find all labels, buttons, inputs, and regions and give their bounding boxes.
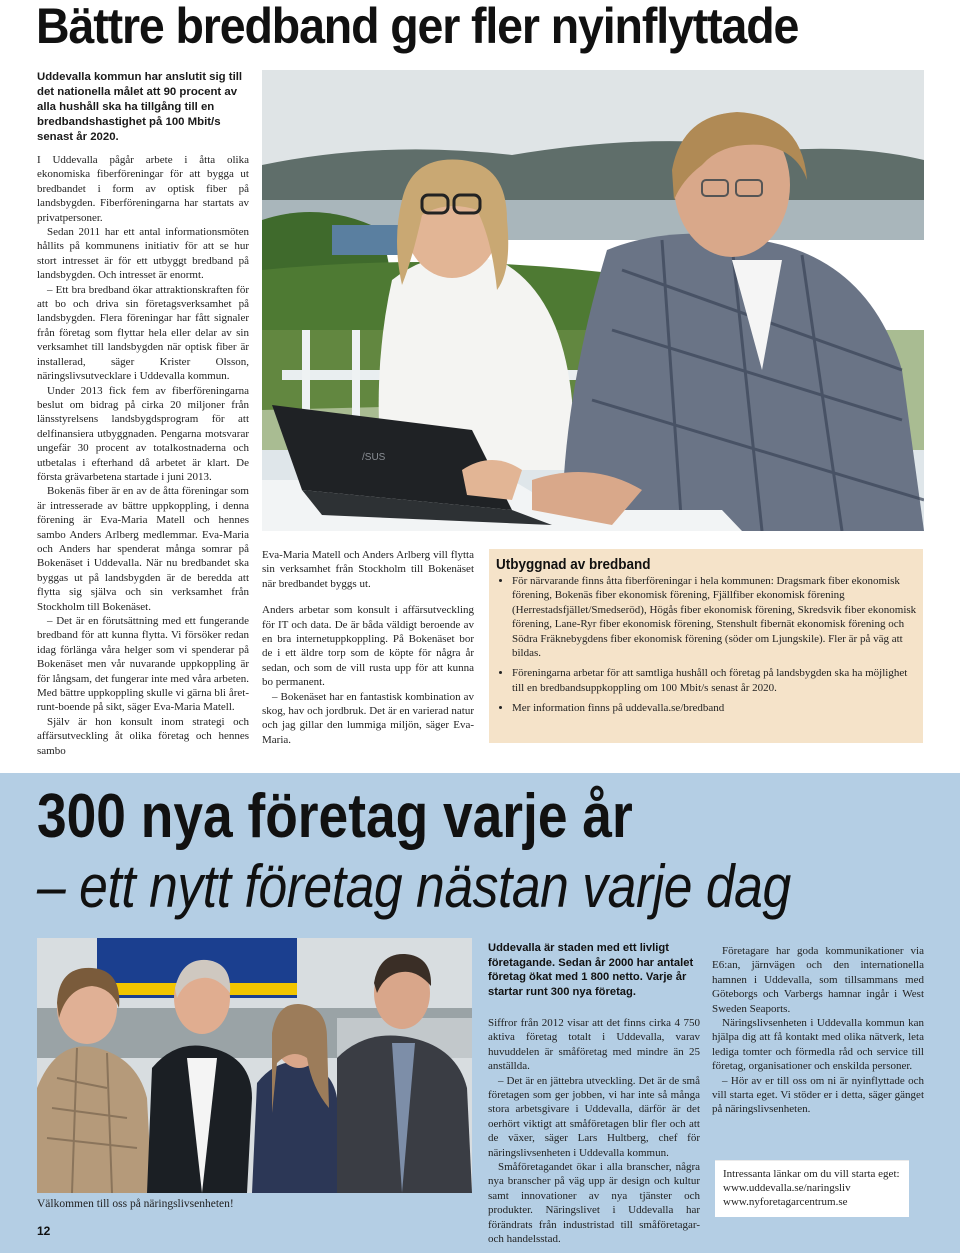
photo-caption-2: Välkommen till oss på näringslivsenheten! [37,1198,234,1210]
fact-box-item: • För närvarande finns åtta fiberföreningar i hela kommunen: Dragsmark fiber ekonomisk förening, Bokenäs fiber ekonomisk förening, Fjällfiber ekonomisk förening (Herrestadsfjället/Smedseröd), Högås fiber ekonomisk förening, Skredsvik fiber ekonomisk förening, Lane-Ryr fiber ekonomisk förening, Stenshult fibernät ekonomisk förening och Södra Fräknebygdens fiber ekonomisk förening (söder om Ljungskile). Fler är på väg att bildas. [512,574,922,660]
paragraph: Bokenäs fiber är en av de åtta föreningar som är intresserade av bättre uppkoppling, i denna förening är Eva-Maria Matell och hennes sambo Anders Arlberg medlemmar. Eva-Maria och Anders har spenderat många somrar på Bokenäset i Uddevalla. När nu bredbandet ska byggas ut på landsbygden är de beredda att flytta sig själva och sin verksamhet från Stockholm till Bokenäset. [37,485,249,613]
fact-box-item: • Mer information finns på uddevalla.se/bredband [512,701,922,715]
article-body-column-1 [37,153,249,758]
fact-box [489,549,923,743]
photo-couple-with-laptop [262,70,924,531]
article-body-column-2 [262,548,474,747]
article-headline: Bättre bredband ger fler nyinflyttade [36,0,799,54]
article-2-body-column-2 [712,944,924,1117]
photo-caption: Eva-Maria Matell och Anders Arlberg vill flytta sin verksamhet från Stockholm till Bokenäset när bredbandet byggs ut. [262,549,474,590]
article-2-body-column-1 [488,1016,700,1247]
link-naringsliv[interactable]: www.uddevalla.se/naringsliv [723,1182,851,1194]
page-number: 12 [37,1224,51,1238]
fact-box-title: Utbyggnad av bredband [496,556,651,573]
links-intro: Intressanta länkar om du vill starta eget: [723,1168,900,1180]
paragraph: – Ett bra bredband ökar attraktionskraften för att bo och driva sin företagsverksamhet på landsbygden. Flera föreningar har fått signaler från företag som flyttar hela eller delar av sin verksamhet till landsbygden när optisk fiber är installerad, säger Krister Olsson, näringslivsutvecklare i Uddevalla kommun. [37,283,249,383]
paragraph: Under 2013 fick fem av fiberföreningarna beslut om bidrag på cirka 20 miljoner från länsstyrelsens landsbygdsprogram för att delfinansiera utbyggnaden. Pengarna motsvarar ungefär 30 procent av totalkostnaderna och utbetalas i efterhand då arbetet är klart. De första grävarbetena startade i juni 2013. [37,384,249,483]
photo-business-unit-team [37,938,472,1193]
fact-box-list [496,574,922,722]
article-2-headline: 300 nya företag varje år [37,782,633,851]
paragraph: I Uddevalla pågår arbete i åtta olika ekonomiska fiberföreningar för att bygga ut bredbandet i form av optisk fiber på landsbygden. Fiberföreningarna har startats av privatpersoner. [37,154,249,224]
paragraph: – Hör av er till oss om ni är nyinflyttade och vill starta eget. Vi stöder er i detta, säger gänget på näringslivsenheten. [712,1074,924,1116]
svg-text:/SUS: /SUS [362,452,386,463]
paragraph: – Det är en jättebra utveckling. Det är de små företagen som ger jobben, vi har inte så många stora arbetsgivare i Uddevalla, därför är det oerhört viktigt att småföretagen blir fler och att de växer, säger Lars Hultberg, chef för näringslivsenheten i Uddevalla kommun. [488,1074,700,1159]
article-2-lead: Uddevalla är staden med ett livligt företagande. Sedan år 2000 har antalet företag ökat med 1 800 netto. Varje år startar runt 300 nya företag. [488,942,694,998]
article-2-subheadline: – ett nytt företag nästan varje dag [37,853,791,920]
fact-box-item: • Föreningarna arbetar för att samtliga hushåll och företag på landsbygden ska ha möjlighet till en bredbandsuppkoppling om 100 Mbit/s senast år 2020. [512,666,922,695]
links-box [715,1160,909,1217]
article-lead: Uddevalla kommun har anslutit sig till det nationella målet att 90 procent av alla hushåll ska ha tillgång till en bredbandshastighet på 100 Mbit/s senast år 2020. [37,71,243,143]
paragraph: Näringslivsenheten i Uddevalla kommun kan hjälpa dig att få kontakt med olika nätverk, leta lediga tomter och förmedla råd och service till företag, organisationer och enskilda personer. [712,1017,924,1073]
paragraph: – Bokenäset har en fantastisk kombination av skog, hav och jordbruk. Det är en varierad natur och jag gillar den lummiga miljön, säger Eva-Maria. [262,690,474,746]
paragraph: Siffror från 2012 visar att det finns cirka 4 750 aktiva företag totalt i Uddevalla, varav huvuddelen är småföretag med mindre än 25 anställda. [488,1017,700,1073]
paragraph: – Det är en förutsättning med ett fungerande bredband för att kunna flytta. Vi försöker redan idag förlänga våra helger som vi spenderar på Bokenäset men vår nuvarande uppkoppling är för långsam, det fungerar inte med våra arbeten. Med bättre uppkoppling skulle vi gärna bli året-runt-boende på sikt, säger Eva-Maria Matell. [37,615,249,714]
paragraph: Själv är hon konsult inom strategi och affärsutveckling åt olika företag och hennes sambo [37,715,249,757]
link-nyforetagarcentrum[interactable]: www.nyforetagarcentrum.se [723,1196,848,1208]
paragraph: Småföretagandet ökar i alla branscher, några nya branscher på väg upp är design och kultur samt innovationer av nya tjänster och produkter. Näringslivet i Uddevalla har förändrats från industristad till småföretagar- och handelsstad. [488,1161,700,1246]
paragraph: Sedan 2011 har ett antal informationsmöten hållits på kommunens initiativ för att se hur stort intresset är för ett utbyggt bredband på landsbygden. Och intresset är enormt. [37,226,249,282]
paragraph: Anders arbetar som konsult i affärsutveckling för IT och data. De är båda väldigt beroende av en bra internetuppkoppling. På Bokenäset bor de i ett äldre torp som de köpte för några år sedan, och som de vill rusta upp för att kunna bo permanent. [262,604,474,689]
paragraph: Företagare har goda kommunikationer via E6:an, järnvägen och den internationella hamnen i Uddevalla, som tillsammans med Göteborgs och Varbergs hamnar ingår i West Sweden Seaports. [712,945,924,1015]
